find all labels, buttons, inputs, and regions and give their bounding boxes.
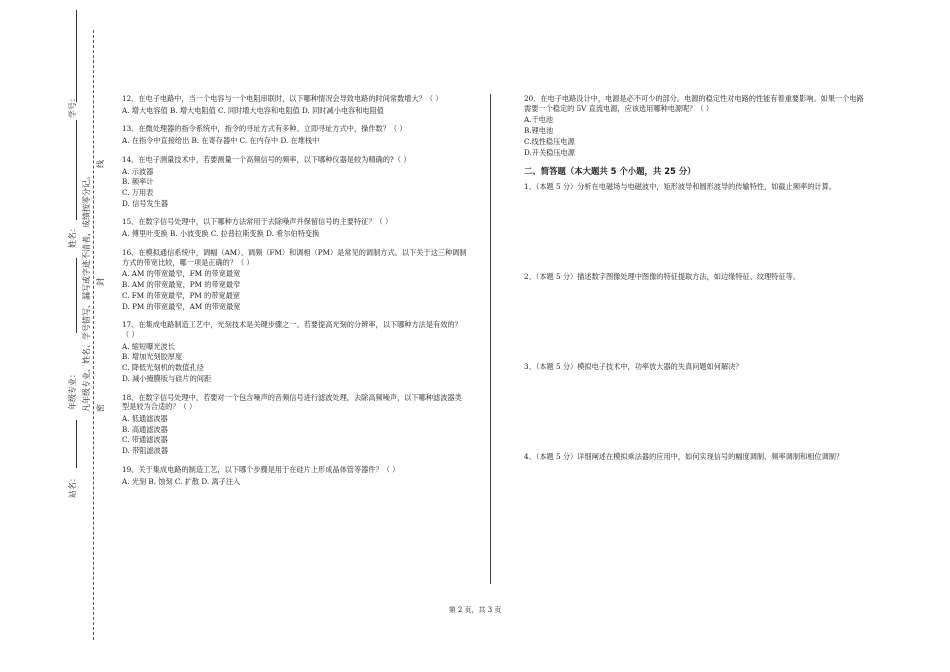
question-stem: 20、在电子电路设计中，电源是必不可少的部分。电源的稳定性对电路的性能有着重要影响。如果一个电路需要一个稳定的 5V 直流电源，应该选用哪种电源呢？（ ） bbox=[524, 94, 864, 113]
question-option: C.线性稳压电源 bbox=[524, 136, 575, 146]
binding-mark-line: 线 bbox=[96, 160, 105, 168]
name-label: 姓名： bbox=[68, 224, 77, 248]
question-option: B.锂电池 bbox=[524, 126, 554, 136]
question-stem: 15、在数字信号处理中，以下哪种方法常用于去除噪声并保留信号的主要特征？（ ） bbox=[122, 217, 393, 227]
question-option: B. 增加光刻胶厚度 bbox=[122, 352, 183, 362]
question-stem: 12、在电子电路中，当一个电容与一个电阻串联时，以下哪种情况会导致电路的时间常数增大？（ ） bbox=[122, 94, 443, 103]
question-option: D. 减小掩膜版与硅片的间距 bbox=[122, 373, 212, 383]
question-option: B. AM 的带宽最宽，PM 的带宽最窄 bbox=[122, 280, 241, 290]
question-option: D. 带阻滤波器 bbox=[122, 446, 169, 456]
grade-major-label: 年级专业： bbox=[68, 370, 77, 410]
question-17 bbox=[122, 320, 467, 383]
question-option: C. 万用表 bbox=[122, 188, 154, 198]
exam-number-label: 学号： bbox=[68, 94, 77, 118]
school-label: 站名： bbox=[68, 474, 77, 498]
question-option: A. 示波器 bbox=[122, 166, 154, 176]
column-divider bbox=[490, 94, 491, 584]
section-title: 二、简答题（本大题共 5 个小题，共 25 分） bbox=[524, 166, 696, 177]
short-question-1: 1、（本题 5 分）分析在电磁场与电磁波中，矩形波导和圆形波导的传输特性，如截止频率的计算。 bbox=[524, 181, 836, 191]
question-stem: 16、在模拟通信系统中，调幅（AM）、调频（FM）和调相（PM）是常见的调制方式。以下关于这三种调制方式的带宽比较，哪一项是正确的？（ ） bbox=[122, 247, 467, 267]
page-footer: 第 2 页，共 3 页 bbox=[448, 606, 502, 614]
question-stem: 18、在数字信号处理中，若要对一个包含噪声的音频信号进行滤波处理，去除高频噪声，以下哪种滤波器类型是较为合适的？（ ） bbox=[122, 392, 462, 412]
question-option: B. 频率计 bbox=[122, 177, 154, 187]
warning-text: 凡年级专业、姓名、学号错写、漏写或字迹不清者，成绩按零分记。 bbox=[82, 172, 91, 412]
question-14 bbox=[122, 155, 467, 209]
question-18 bbox=[122, 393, 467, 456]
left-column bbox=[122, 94, 467, 495]
question-stem: 17、在集成电路制造工艺中，光刻技术是关键步骤之一。若要提高光刻的分辨率，以下哪种方法是有效的？（ ） bbox=[122, 320, 462, 339]
question-13 bbox=[122, 124, 467, 145]
question-option: D. PM 的带宽最窄，AM 的带宽最宽 bbox=[122, 301, 241, 311]
right-column bbox=[524, 94, 869, 542]
question-16 bbox=[122, 248, 467, 311]
question-option: A. AM 的带宽最窄，FM 的带宽最宽 bbox=[122, 269, 241, 279]
short-question-3: 3、（本题 5 分）模拟电子技术中，功率放大器的失真问题如何解决？ bbox=[524, 361, 743, 371]
question-stem: 19、关于集成电路的制造工艺，以下哪个步骤是用于在硅片上形成晶体管等器件？（ ） bbox=[122, 464, 400, 474]
question-option: A. 光刻 B. 蚀刻 C. 扩散 D. 离子注入 bbox=[122, 476, 241, 486]
question-option: A. 缩短曝光波长 bbox=[122, 341, 175, 351]
question-option: D. 信号发生器 bbox=[122, 198, 169, 208]
question-option: A. 傅里叶变换 B. 小波变换 C. 拉普拉斯变换 D. 希尔伯特变换 bbox=[122, 229, 320, 239]
binding-mark-seal: 密 bbox=[96, 404, 105, 412]
short-question-4: 4、（本题 5 分）详细阐述在模拟乘法器的应用中，如何实现信号的幅度调制、频率调制和相位调制？ bbox=[524, 451, 844, 461]
question-stem: 14、在电子测量技术中，若要测量一个高频信号的频率，以下哪种仪器是较为精确的?（ ） bbox=[122, 154, 411, 164]
binding-margin bbox=[30, 20, 110, 660]
question-20 bbox=[524, 94, 869, 157]
question-12 bbox=[122, 94, 467, 115]
school-underline bbox=[76, 420, 77, 468]
question-option: B. 高通滤波器 bbox=[122, 424, 168, 434]
question-option: A. 低通滤波器 bbox=[122, 413, 168, 423]
binding-mark-fence: 封 bbox=[96, 278, 105, 286]
exam-number-underline bbox=[76, 10, 77, 102]
question-stem: 13、在微处理器的指令系统中，指令的寻址方式有多种。立即寻址方式中，操作数？（ ） bbox=[122, 124, 407, 134]
question-option: A. 在指令中直接给出 B. 在寄存器中 C. 在内存中 D. 在堆栈中 bbox=[122, 136, 320, 146]
question-19 bbox=[122, 465, 467, 486]
short-question-2: 2、（本题 5 分）描述数字图像处理中图像的特征提取方法，如边缘特征、纹理特征等。 bbox=[524, 271, 801, 281]
question-option: A.干电池 bbox=[524, 115, 554, 125]
question-option: C. 降低光刻机的数值孔径 bbox=[122, 363, 204, 373]
name-underline bbox=[76, 120, 77, 220]
question-option: C. FM 的带宽最窄，PM 的带宽最宽 bbox=[122, 290, 240, 300]
grade-underline bbox=[76, 258, 77, 333]
question-15 bbox=[122, 217, 467, 238]
binding-dashed-line bbox=[93, 30, 94, 640]
question-option: C. 带通滤波器 bbox=[122, 435, 168, 445]
question-option: A. 增大电容值 B. 增大电阻值 C. 同时增大电容和电阻值 D. 同时减小电容和电阻值 bbox=[122, 105, 384, 115]
question-option: D.开关稳压电源 bbox=[524, 147, 575, 157]
